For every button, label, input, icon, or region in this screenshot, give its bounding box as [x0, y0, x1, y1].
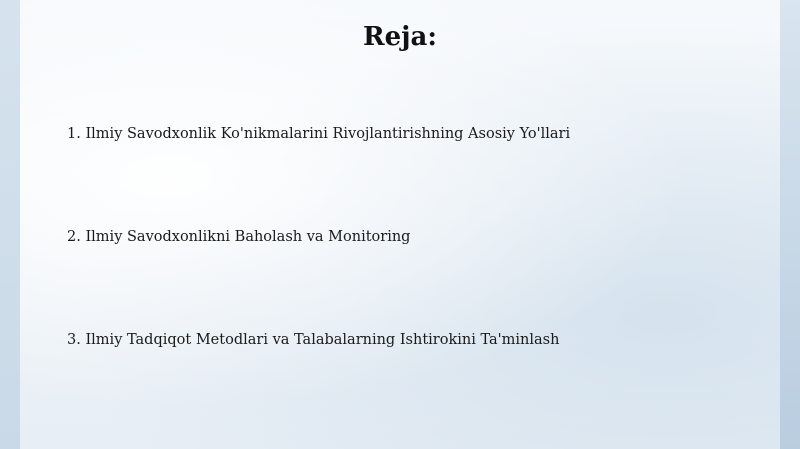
slide	[20, 0, 780, 449]
slide-title: Reja:	[362, 22, 437, 52]
left-margin	[0, 0, 20, 449]
plan-item-3: 3. Ilmiy Tadqiqot Metodlari va Talabalarning Ishtirokini Ta'minlash	[67, 332, 560, 348]
plan-item-1: 1. Ilmiy Savodxonlik Ko'nikmalarini Rivojlantirishning Asosiy Yo'llari	[67, 126, 571, 142]
right-margin	[780, 0, 800, 449]
plan-item-2: 2. Ilmiy Savodxonlikni Baholash va Monitoring	[67, 229, 411, 245]
